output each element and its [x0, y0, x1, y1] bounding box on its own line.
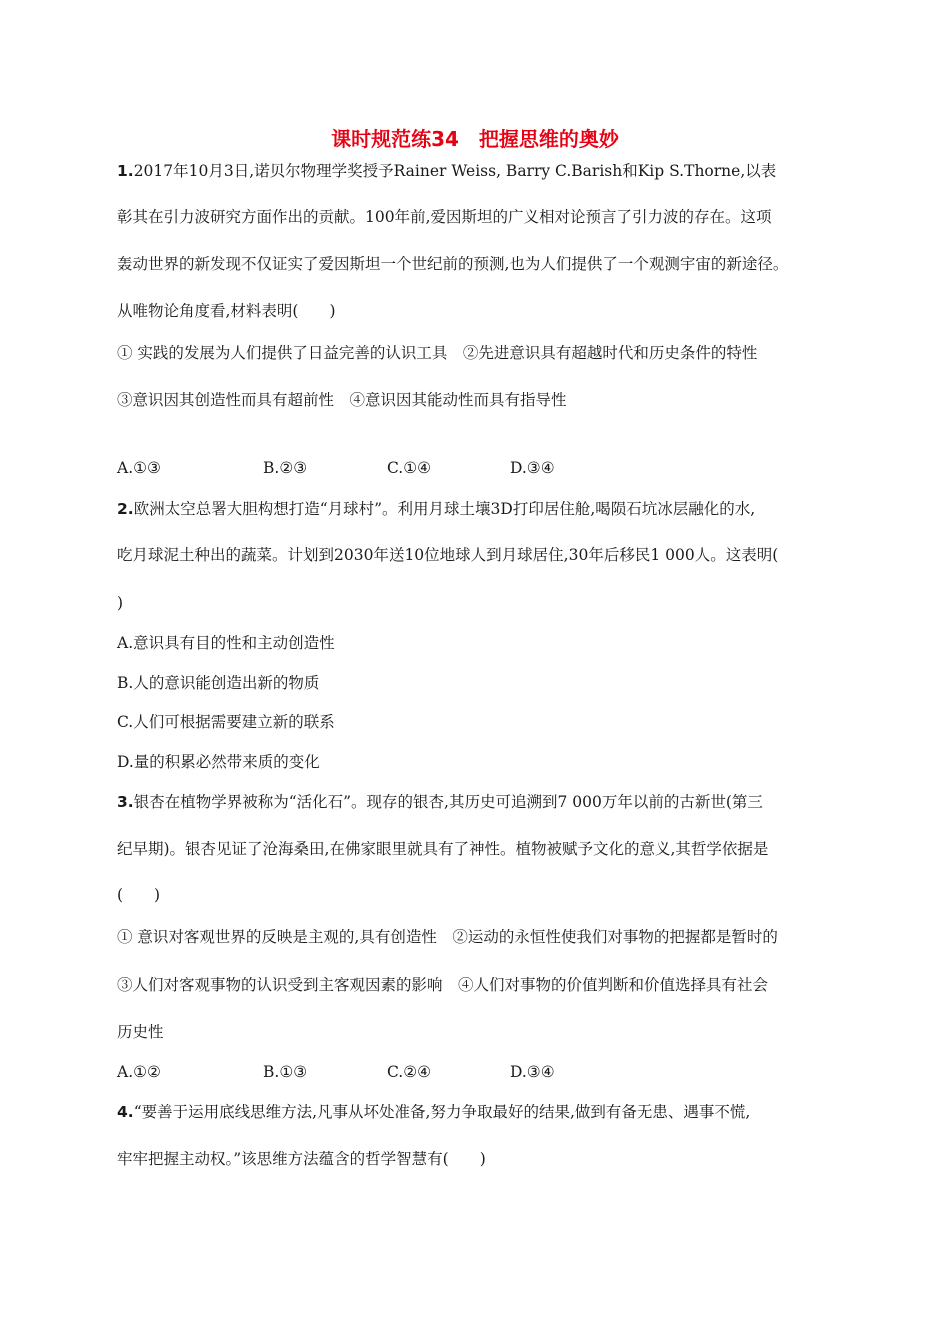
q2-line-2: 吃月球泥土种出的蔬菜。计划到2030年送10位地球人到月球居住,30年后移民1 000人。这表明( — [117, 546, 779, 564]
q3-number: 3. — [117, 793, 134, 811]
q1-option-d: D.③④ — [510, 459, 555, 477]
q2-option-c: C.人们可根据需要建立新的联系 — [117, 713, 335, 731]
q3-option-b: B.①③ — [263, 1063, 308, 1081]
q1-option-a: A.①③ — [117, 459, 161, 477]
q1-option-b: B.②③ — [263, 459, 308, 477]
q4-line-2: 牢牢把握主动权。”该思维方法蕴含的哲学智慧有( ) — [117, 1150, 486, 1168]
q2-option-d: D.量的积累必然带来质的变化 — [117, 753, 320, 771]
q1-line-3: 轰动世界的新发现不仅证实了爱因斯坦一个世纪前的预测,也为人们提供了一个观测宇宙的新途径。 — [117, 255, 789, 273]
q1-option-c: C.①④ — [387, 459, 432, 477]
q1-line-1: 1.2017年10月3日,诺贝尔物理学奖授予Rainer Weiss, Barry C.Barish和Kip S.Thorne,以表 — [117, 162, 777, 180]
q3-line-1: 3.银杏在植物学界被称为“活化石”。现存的银杏,其历史可追溯到7 000万年以前的古新世(第三 — [117, 793, 763, 811]
q3-option-c: C.②④ — [387, 1063, 432, 1081]
q3-statement-3: 历史性 — [117, 1023, 164, 1041]
q3-line-3: ( ) — [117, 886, 161, 904]
q1-line-2: 彰其在引力波研究方面作出的贡献。100年前,爱因斯坦的广义相对论预言了引力波的存在。这项 — [117, 208, 772, 226]
q4-line-1: 4.“要善于运用底线思维方法,凡事从坏处准备,努力争取最好的结果,做到有备无患、遇事不慌, — [117, 1103, 751, 1121]
q2-option-b: B.人的意识能创造出新的物质 — [117, 674, 320, 692]
q1-statement-1: ① 实践的发展为人们提供了日益完善的认识工具 ②先进意识具有超越时代和历史条件的特性 — [117, 344, 758, 362]
q4-number: 4. — [117, 1103, 134, 1121]
q2-option-a: A.意识具有目的性和主动创造性 — [117, 634, 335, 652]
q2-line-3: ) — [117, 594, 124, 612]
q3-option-a: A.①② — [117, 1063, 161, 1081]
q3-option-d: D.③④ — [510, 1063, 555, 1081]
page-title: 课时规范练34 把握思维的奥妙 — [331, 127, 619, 151]
q1-number: 1. — [117, 162, 134, 180]
q3-statement-2: ③人们对客观事物的认识受到主客观因素的影响 ④人们对事物的价值判断和价值选择具有社会 — [117, 976, 769, 994]
q3-statement-1: ① 意识对客观世界的反映是主观的,具有创造性 ②运动的永恒性使我们对事物的把握都是暂时的 — [117, 928, 778, 946]
q2-number: 2. — [117, 500, 134, 518]
q2-line-1: 2.欧洲太空总署大胆构想打造“月球村”。利用月球土壤3D打印居住舱,喝陨石坑冰层融化的水, — [117, 500, 756, 518]
q3-line-2: 纪早期)。银杏见证了沧海桑田,在佛家眼里就具有了神性。植物被赋予文化的意义,其哲学依据是 — [117, 840, 769, 858]
q1-line-4: 从唯物论角度看,材料表明( ) — [117, 302, 336, 320]
q1-statement-2: ③意识因其创造性而具有超前性 ④意识因其能动性而具有指导性 — [117, 391, 567, 409]
